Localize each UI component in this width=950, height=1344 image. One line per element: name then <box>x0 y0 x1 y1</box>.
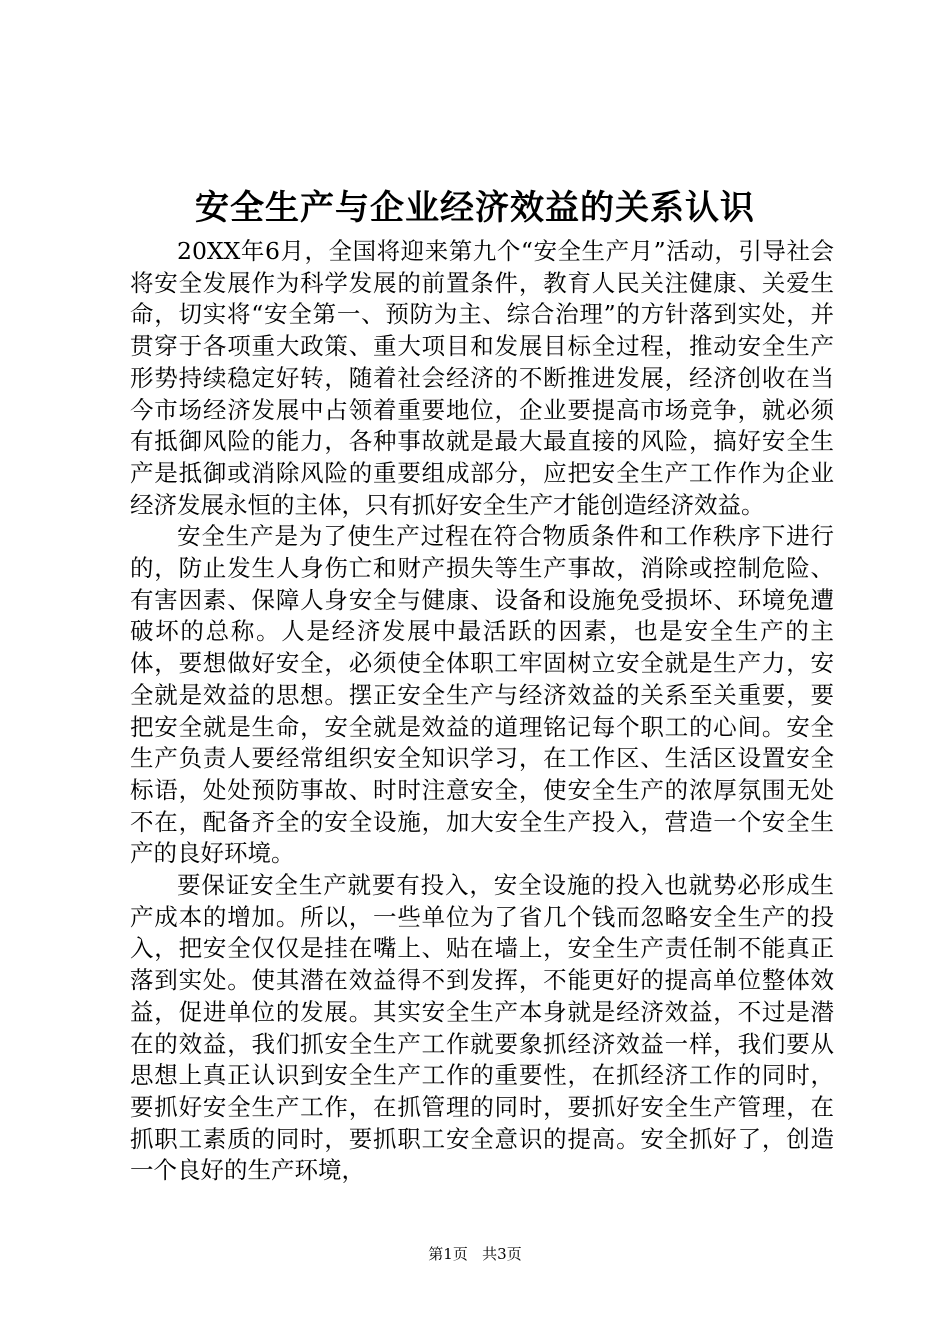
document-body <box>130 236 834 1187</box>
page-footer <box>0 1244 950 1264</box>
paragraph: 要保证安全生产就要有投入，安全设施的投入也就势必形成生产成本的增加。所以，一些单位为了省几个钱而忽略安全生产的投入，把安全仅仅是挂在嘴上、贴在墙上，安全生产责任制不能真正落到实处。使其潜在效益得不到发挥，不能更好的提高单位整体效益，促进单位的发展。其实安全生产本身就是经济效益，不过是潜在的效益，我们抓安全生产工作就要象抓经济效益一样，我们要从思想上真正认识到安全生产工作的重要性，在抓经济工作的同时，要抓好安全生产工作，在抓管理的同时，要抓好安全生产管理，在抓职工素质的同时，要抓职工安全意识的提高。安全抓好了，创造一个良好的生产环境， <box>130 871 834 1185</box>
footer-spacer <box>473 1245 478 1263</box>
paragraph: 安全生产是为了使生产过程在符合物质条件和工作秩序下进行的，防止发生人身伤亡和财产损失等生产事故，消除或控制危险、有害因素、保障人身安全与健康、设备和设施免受损坏、环境免遭破坏的总称。人是经济发展中最活跃的因素，也是安全生产的主体，要想做好安全，必须使全体职工牢固树立安全就是生产力，安全就是效益的思想。摆正安全生产与经济效益的关系至关重要，要把安全就是生命，安全就是效益的道理铭记每个职工的心间。安全生产负责人要经常组织安全知识学习，在工作区、生活区设置安全标语，处处预防事故、时时注意安全，使安全生产的浓厚氛围无处不在，配备齐全的安全设施，加大安全生产投入，营造一个安全生产的良好环境。 <box>130 522 834 868</box>
page-number: 第1页 <box>428 1245 468 1263</box>
paragraph: 20XX年6月，全国将迎来第九个“安全生产月”活动，引导社会将安全发展作为科学发展的前置条件，教育人民关注健康、关爱生命，切实将“安全第一、预防为主、综合治理”的方针落到实处，并贯穿于各项重大政策、重大项目和发展目标全过程，推动安全生产形势持续稳定好转，随着社会经济的不断推进发展，经济创收在当今市场经济发展中占领着重要地位，企业要提高市场竞争，就必须有抵御风险的能力，各种事故就是最大最直接的风险，搞好安全生产是抵御或消除风险的重要组成部分，应把安全生产工作作为企业经济发展永恒的主体，只有抓好安全生产才能创造经济效益。 <box>130 237 834 519</box>
document-title: 安全生产与企业经济效益的关系认识 <box>195 188 755 228</box>
total-pages: 共3页 <box>482 1245 522 1263</box>
